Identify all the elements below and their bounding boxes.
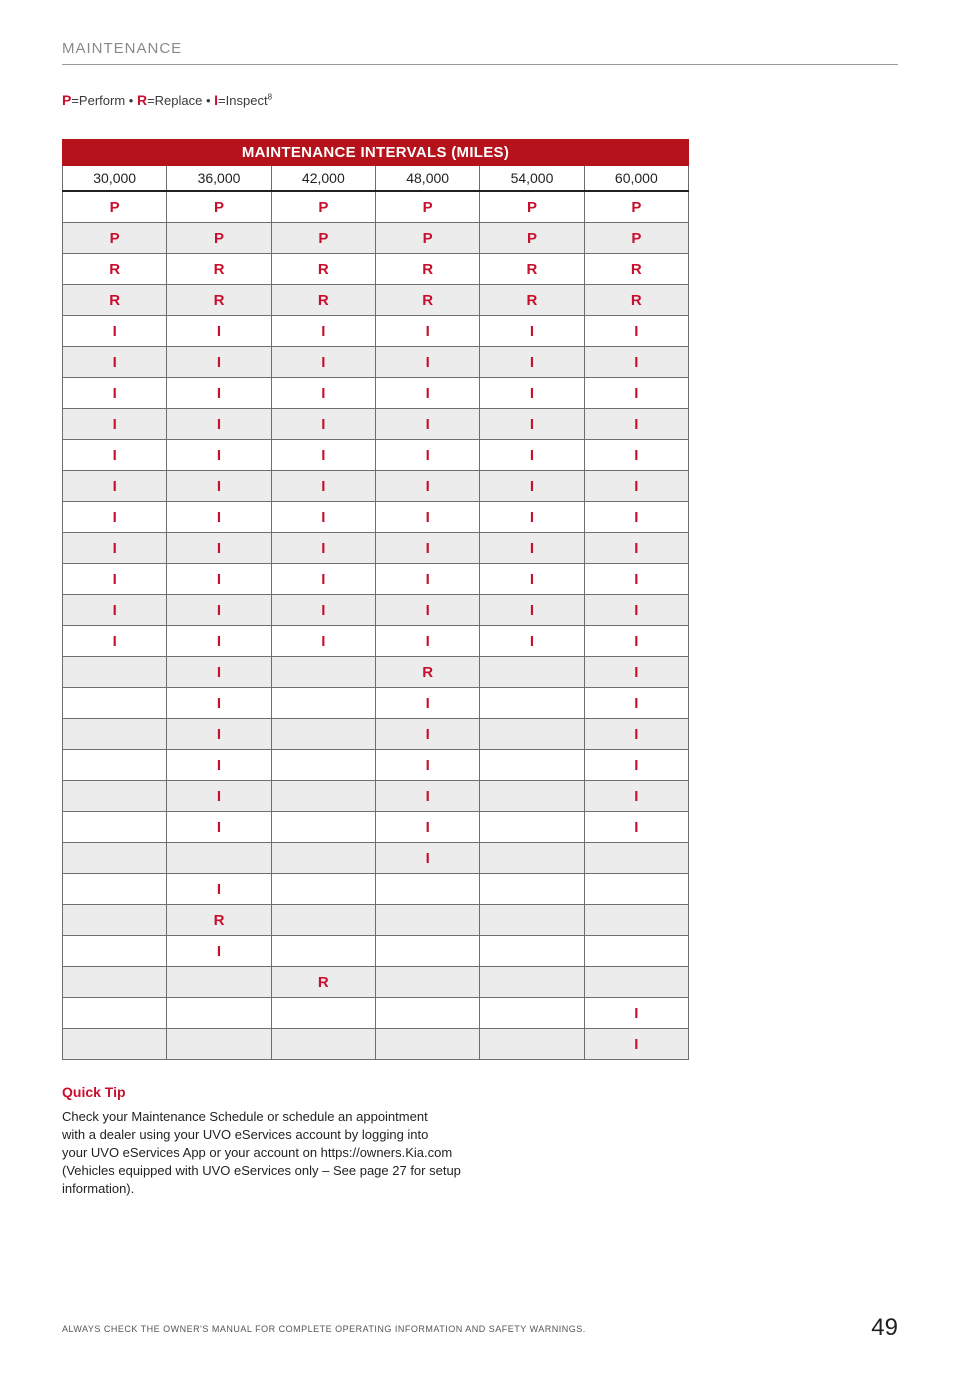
column-header-row bbox=[63, 166, 689, 191]
table-cell: I bbox=[375, 409, 479, 440]
table-cell: I bbox=[375, 595, 479, 626]
table-cell: I bbox=[375, 688, 479, 719]
maintenance-table bbox=[62, 139, 689, 1060]
table-row bbox=[63, 688, 689, 719]
table-row bbox=[63, 781, 689, 812]
table-cell bbox=[63, 688, 167, 719]
table-cell: I bbox=[584, 750, 688, 781]
quick-tip-line: Check your Maintenance Schedule or schedule an appointment bbox=[62, 1109, 428, 1124]
table-cell: I bbox=[167, 409, 271, 440]
table-cell: I bbox=[167, 595, 271, 626]
table-cell: I bbox=[584, 626, 688, 657]
table-title: MAINTENANCE INTERVALS (MILES) bbox=[62, 139, 689, 166]
table-cell: I bbox=[375, 781, 479, 812]
table-cell bbox=[480, 719, 584, 750]
table-cell: I bbox=[271, 347, 375, 378]
table-cell: I bbox=[584, 533, 688, 564]
table-cell: I bbox=[271, 440, 375, 471]
table-cell: I bbox=[584, 347, 688, 378]
table-cell bbox=[584, 936, 688, 967]
table-cell: R bbox=[480, 285, 584, 316]
table-row bbox=[63, 626, 689, 657]
legend bbox=[62, 92, 272, 108]
table-row bbox=[63, 285, 689, 316]
table-cell: I bbox=[167, 719, 271, 750]
table-cell: P bbox=[271, 223, 375, 254]
table-cell: I bbox=[480, 502, 584, 533]
table-cell bbox=[480, 967, 584, 998]
legend-footnote-ref: 8 bbox=[267, 92, 273, 102]
table-cell bbox=[167, 1029, 271, 1060]
table-cell: I bbox=[63, 502, 167, 533]
table-row bbox=[63, 657, 689, 688]
table-cell: I bbox=[584, 595, 688, 626]
table-cell: I bbox=[167, 657, 271, 688]
table-cell bbox=[584, 843, 688, 874]
table-cell: I bbox=[375, 719, 479, 750]
table-cell: P bbox=[480, 191, 584, 223]
table-cell bbox=[63, 874, 167, 905]
section-title: MAINTENANCE bbox=[62, 40, 183, 57]
table-cell bbox=[63, 967, 167, 998]
table-cell: I bbox=[375, 378, 479, 409]
table-cell: P bbox=[584, 191, 688, 223]
table-cell: P bbox=[271, 191, 375, 223]
table-cell bbox=[375, 1029, 479, 1060]
table-cell bbox=[63, 812, 167, 843]
table-cell: I bbox=[167, 936, 271, 967]
table-cell bbox=[63, 998, 167, 1029]
table-row bbox=[63, 998, 689, 1029]
table-row bbox=[63, 595, 689, 626]
table-cell bbox=[63, 843, 167, 874]
table-cell: I bbox=[375, 347, 479, 378]
table-row bbox=[63, 967, 689, 998]
table-cell: P bbox=[63, 191, 167, 223]
table-row bbox=[63, 905, 689, 936]
table-cell: I bbox=[480, 316, 584, 347]
table-cell: I bbox=[375, 843, 479, 874]
table-cell: I bbox=[167, 347, 271, 378]
table-cell bbox=[480, 843, 584, 874]
quick-tip-line: information). bbox=[62, 1181, 135, 1196]
table-cell: P bbox=[63, 223, 167, 254]
table-row bbox=[63, 254, 689, 285]
table-cell: I bbox=[167, 812, 271, 843]
table-cell: I bbox=[167, 750, 271, 781]
table-cell: I bbox=[480, 626, 584, 657]
table-cell bbox=[63, 781, 167, 812]
table-cell: I bbox=[271, 533, 375, 564]
table-row bbox=[63, 719, 689, 750]
table-row bbox=[63, 471, 689, 502]
table-cell: I bbox=[167, 781, 271, 812]
table-cell: I bbox=[271, 471, 375, 502]
table-cell bbox=[271, 750, 375, 781]
table-cell bbox=[271, 657, 375, 688]
table-cell: I bbox=[480, 347, 584, 378]
legend-perform-text: =Perform • bbox=[71, 93, 137, 108]
table-cell: I bbox=[271, 316, 375, 347]
table-cell: R bbox=[480, 254, 584, 285]
column-header: 42,000 bbox=[271, 166, 375, 191]
table-cell bbox=[271, 936, 375, 967]
legend-inspect-text: =Inspect bbox=[218, 93, 268, 108]
table-cell bbox=[167, 998, 271, 1029]
table-cell: I bbox=[63, 626, 167, 657]
quick-tip-line: your UVO eServices App or your account on https://owners.Kia.com bbox=[62, 1145, 453, 1160]
table-cell: I bbox=[167, 440, 271, 471]
table-cell: P bbox=[584, 223, 688, 254]
table-row bbox=[63, 533, 689, 564]
table-row bbox=[63, 316, 689, 347]
table-cell bbox=[167, 843, 271, 874]
table-cell: I bbox=[375, 440, 479, 471]
table-cell: R bbox=[375, 657, 479, 688]
table-cell: R bbox=[375, 285, 479, 316]
table-cell: I bbox=[271, 502, 375, 533]
table-cell: I bbox=[167, 316, 271, 347]
table-cell: I bbox=[167, 378, 271, 409]
table-cell bbox=[480, 657, 584, 688]
table-row bbox=[63, 440, 689, 471]
legend-perform-code: P bbox=[62, 92, 72, 108]
table-cell: R bbox=[271, 254, 375, 285]
table-cell bbox=[480, 688, 584, 719]
table-cell bbox=[63, 719, 167, 750]
table-cell bbox=[63, 936, 167, 967]
legend-replace-code: R bbox=[136, 92, 148, 108]
table-cell: I bbox=[584, 409, 688, 440]
table-cell: I bbox=[271, 626, 375, 657]
table-cell bbox=[271, 843, 375, 874]
table-cell: I bbox=[584, 812, 688, 843]
table-body bbox=[63, 191, 689, 1060]
legend-replace-text: =Replace • bbox=[147, 93, 215, 108]
table-cell bbox=[271, 688, 375, 719]
table-row bbox=[63, 564, 689, 595]
table-cell: P bbox=[375, 223, 479, 254]
table-cell: I bbox=[167, 688, 271, 719]
table-cell: I bbox=[63, 378, 167, 409]
table-cell: I bbox=[480, 440, 584, 471]
table-cell bbox=[375, 998, 479, 1029]
table-cell: R bbox=[167, 254, 271, 285]
table-cell: I bbox=[63, 409, 167, 440]
table-cell: R bbox=[584, 254, 688, 285]
table-cell bbox=[375, 967, 479, 998]
table-cell: I bbox=[375, 316, 479, 347]
table-cell bbox=[167, 967, 271, 998]
table-cell: I bbox=[167, 533, 271, 564]
table-cell: I bbox=[584, 719, 688, 750]
table-cell bbox=[480, 874, 584, 905]
table-cell bbox=[584, 905, 688, 936]
table-cell: I bbox=[584, 316, 688, 347]
table-cell: R bbox=[375, 254, 479, 285]
table-cell bbox=[271, 719, 375, 750]
table-cell bbox=[63, 1029, 167, 1060]
table-row bbox=[63, 812, 689, 843]
column-header: 36,000 bbox=[167, 166, 271, 191]
table-cell: R bbox=[63, 254, 167, 285]
table-cell: I bbox=[584, 1029, 688, 1060]
table-cell: I bbox=[375, 533, 479, 564]
page-number: 49 bbox=[871, 1314, 898, 1341]
table-row bbox=[63, 502, 689, 533]
table-cell: I bbox=[584, 657, 688, 688]
table-row bbox=[63, 378, 689, 409]
table-cell: I bbox=[63, 471, 167, 502]
table-cell: I bbox=[167, 564, 271, 595]
title-divider bbox=[62, 64, 898, 65]
table-cell: P bbox=[167, 191, 271, 223]
table-cell: I bbox=[584, 688, 688, 719]
table-row bbox=[63, 223, 689, 254]
table-row bbox=[63, 1029, 689, 1060]
table-cell: I bbox=[375, 812, 479, 843]
table-cell bbox=[480, 1029, 584, 1060]
table-cell: I bbox=[584, 471, 688, 502]
table-cell: I bbox=[63, 564, 167, 595]
table-cell: I bbox=[271, 409, 375, 440]
table-row bbox=[63, 874, 689, 905]
table-cell: I bbox=[167, 626, 271, 657]
table-cell bbox=[271, 1029, 375, 1060]
table-cell bbox=[480, 781, 584, 812]
table-cell bbox=[375, 936, 479, 967]
table-cell: I bbox=[271, 595, 375, 626]
table-cell: I bbox=[480, 471, 584, 502]
quick-tip-title: Quick Tip bbox=[62, 1084, 126, 1100]
table-cell: I bbox=[375, 750, 479, 781]
table-cell bbox=[584, 874, 688, 905]
column-header: 54,000 bbox=[480, 166, 584, 191]
table-cell: I bbox=[480, 595, 584, 626]
table-cell: R bbox=[167, 285, 271, 316]
table-cell bbox=[63, 657, 167, 688]
table-cell bbox=[480, 936, 584, 967]
table-cell: I bbox=[271, 564, 375, 595]
table-cell: I bbox=[480, 378, 584, 409]
table-cell: R bbox=[63, 285, 167, 316]
table-cell bbox=[271, 874, 375, 905]
table-cell bbox=[271, 781, 375, 812]
table-cell: I bbox=[271, 378, 375, 409]
table-cell: I bbox=[480, 564, 584, 595]
table-cell: I bbox=[63, 533, 167, 564]
quick-tip bbox=[62, 1084, 482, 1198]
table-cell: I bbox=[480, 533, 584, 564]
table-cell: R bbox=[271, 967, 375, 998]
table-cell: I bbox=[584, 998, 688, 1029]
table-cell bbox=[480, 812, 584, 843]
column-header: 60,000 bbox=[584, 166, 688, 191]
quick-tip-line: (Vehicles equipped with UVO eServices only – See page 27 for setup bbox=[62, 1163, 461, 1178]
table-cell: I bbox=[375, 502, 479, 533]
table-cell: I bbox=[584, 781, 688, 812]
table-row bbox=[63, 750, 689, 781]
table-cell bbox=[63, 750, 167, 781]
table-cell: I bbox=[63, 316, 167, 347]
table-cell: P bbox=[167, 223, 271, 254]
table-cell: I bbox=[375, 564, 479, 595]
table-cell bbox=[271, 812, 375, 843]
table-cell: R bbox=[271, 285, 375, 316]
table-cell bbox=[63, 905, 167, 936]
table-cell: I bbox=[584, 564, 688, 595]
table-cell: R bbox=[167, 905, 271, 936]
table-cell: I bbox=[480, 409, 584, 440]
column-header: 30,000 bbox=[63, 166, 167, 191]
table-cell: I bbox=[63, 595, 167, 626]
table-cell: P bbox=[375, 191, 479, 223]
footer-disclaimer: ALWAYS CHECK THE OWNER'S MANUAL FOR COMPLETE OPERATING INFORMATION AND SAFETY WARNINGS. bbox=[62, 1324, 586, 1334]
table-cell bbox=[480, 905, 584, 936]
table-cell bbox=[480, 998, 584, 1029]
table-cell: I bbox=[375, 626, 479, 657]
table-row bbox=[63, 936, 689, 967]
table-cell bbox=[271, 905, 375, 936]
table-row bbox=[63, 409, 689, 440]
table-cell bbox=[271, 998, 375, 1029]
table-row bbox=[63, 843, 689, 874]
table-cell: I bbox=[584, 502, 688, 533]
table-cell bbox=[375, 874, 479, 905]
table-cell bbox=[375, 905, 479, 936]
table-cell: I bbox=[167, 471, 271, 502]
table-cell: I bbox=[63, 347, 167, 378]
table-cell: P bbox=[480, 223, 584, 254]
quick-tip-line: with a dealer using your UVO eServices account by logging into bbox=[62, 1127, 429, 1142]
legend-inspect-code: I bbox=[214, 92, 219, 108]
table-cell: I bbox=[375, 471, 479, 502]
table-cell: I bbox=[167, 874, 271, 905]
table-cell: I bbox=[167, 502, 271, 533]
table-cell: I bbox=[584, 440, 688, 471]
table-cell: I bbox=[584, 378, 688, 409]
quick-tip-text bbox=[62, 1108, 482, 1198]
table-cell bbox=[584, 967, 688, 998]
table-cell: R bbox=[584, 285, 688, 316]
table-cell: I bbox=[63, 440, 167, 471]
column-header: 48,000 bbox=[375, 166, 479, 191]
table-row bbox=[63, 347, 689, 378]
table-cell bbox=[480, 750, 584, 781]
table-row bbox=[63, 191, 689, 223]
